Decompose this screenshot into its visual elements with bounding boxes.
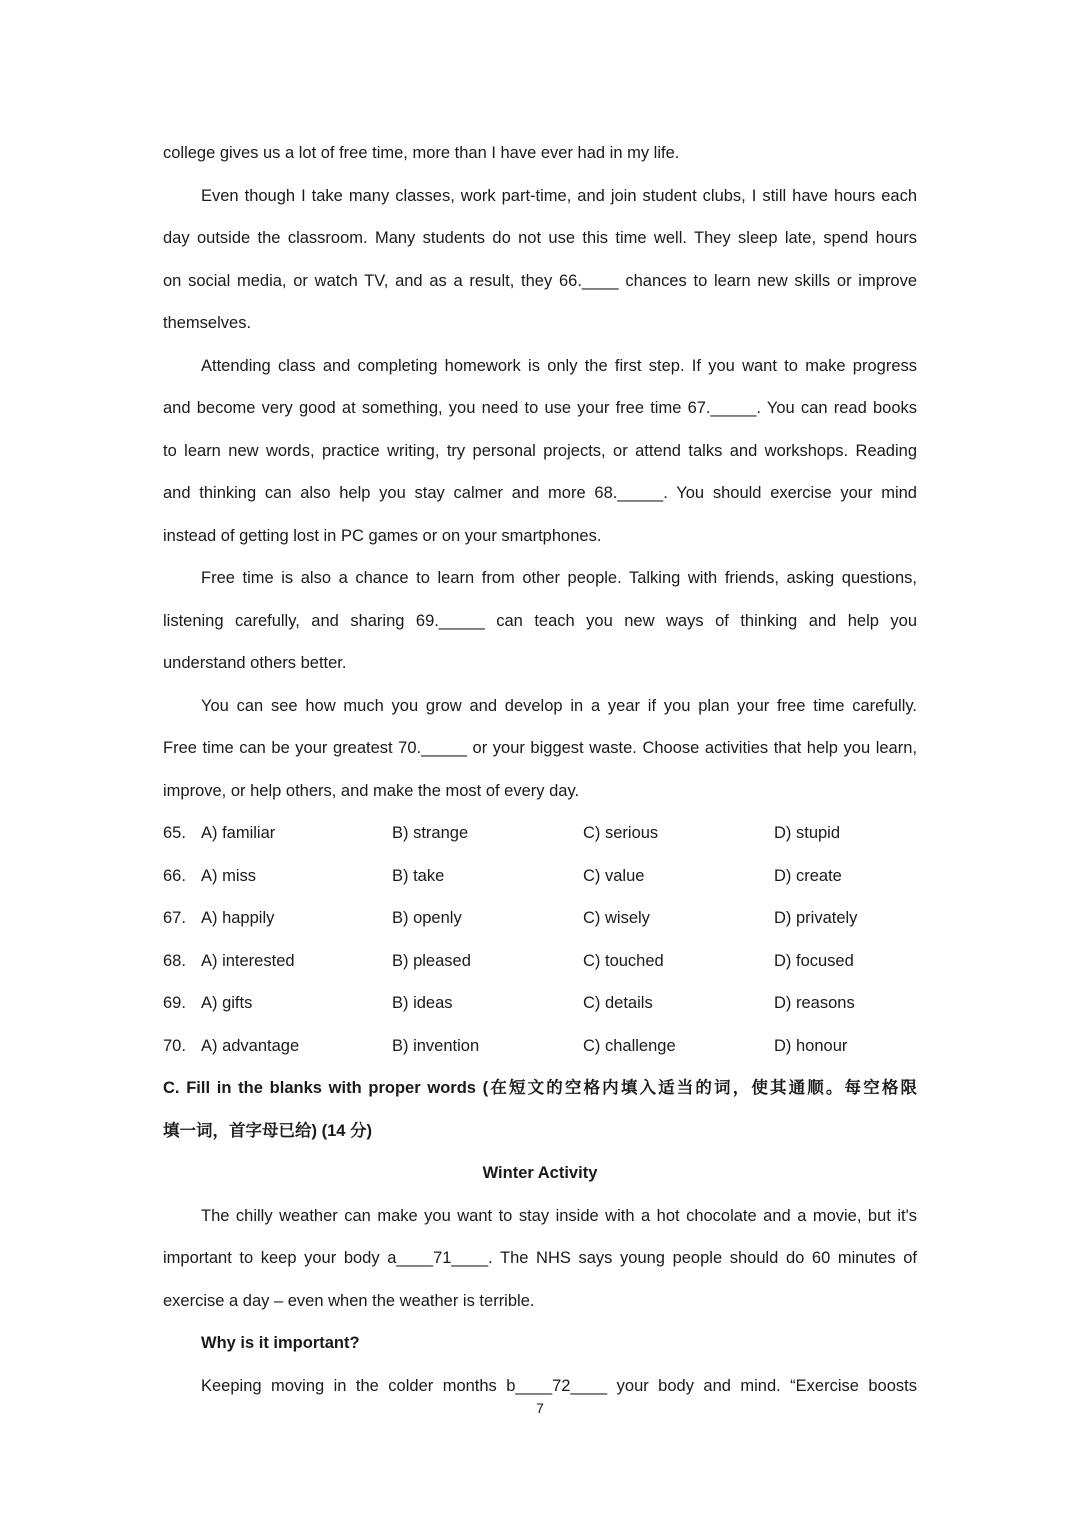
passage-line: You can see how much you grow and develop in a year if you plan your free time carefully. [201, 696, 917, 715]
passage-line: The chilly weather can make you want to stay inside with a hot chocolate and a movie, but it's [201, 1206, 917, 1225]
passage-title: Winter Activity [482, 1164, 598, 1182]
option-row-68 [163, 940, 917, 983]
section-c-heading: C. Fill in the blanks with proper words (在短文的空格内填入适当的词，使其通顺。每空格限 [163, 1079, 917, 1097]
option-d: D) create [774, 866, 842, 885]
question-number: 69. [163, 994, 186, 1012]
option-b: B) strange [392, 824, 469, 842]
option-c: C) touched [583, 951, 664, 970]
option-d: D) reasons [774, 994, 855, 1012]
option-b: B) ideas [392, 994, 453, 1012]
passage-line: college gives us a lot of free time, more than I have ever had in my life. [163, 144, 680, 162]
option-row-65 [163, 812, 917, 855]
option-d: D) focused [774, 951, 854, 970]
option-b: B) take [392, 866, 445, 885]
option-b: B) pleased [392, 951, 471, 970]
question-number: 66. [163, 866, 186, 885]
option-row-67 [163, 897, 917, 940]
passage-line: understand others better. [163, 654, 347, 672]
option-a: A) interested [201, 951, 295, 970]
option-d: D) privately [774, 909, 858, 927]
passage-line: improve, or help others, and make the most of every day. [163, 781, 580, 800]
passage-line: Keeping moving in the colder months b____72____ your body and mind. “Exercise boosts [201, 1376, 917, 1395]
passage-line: on social media, or watch TV, and as a result, they 66.____ chances to learn new skills or improve [163, 271, 917, 290]
passage-line: exercise a day – even when the weather is terrible. [163, 1291, 535, 1310]
passage-line: important to keep your body a____71____. The NHS says young people should do 60 minutes of [163, 1249, 917, 1267]
option-c: C) challenge [583, 1036, 676, 1055]
option-a: A) happily [201, 909, 275, 927]
option-d: D) honour [774, 1036, 848, 1055]
option-c: C) details [583, 994, 653, 1012]
page-number: 7 [536, 1400, 544, 1416]
option-c: C) serious [583, 824, 659, 842]
passage-line: Even though I take many classes, work part-time, and join student clubs, I still have hours each [201, 186, 917, 205]
passage-line: to learn new words, practice writing, try personal projects, or attend talks and workshops. Reading [163, 441, 917, 460]
option-row-70 [163, 1025, 917, 1068]
question-number: 65. [163, 824, 186, 842]
passage-line: themselves. [163, 314, 252, 332]
passage-line: instead of getting lost in PC games or on your smartphones. [163, 526, 602, 545]
option-row-66 [163, 855, 917, 898]
option-b: B) invention [392, 1036, 480, 1055]
option-c: C) value [583, 866, 645, 885]
subheading: Why is it important? [201, 1334, 360, 1352]
option-a: A) familiar [201, 824, 276, 842]
option-a: A) miss [201, 866, 256, 885]
option-b: B) openly [392, 909, 462, 927]
passage-line: day outside the classroom. Many students do not use this time well. They sleep late, spend hours [163, 229, 917, 247]
passage-line: Free time can be your greatest 70._____ or your biggest waste. Choose activities that help you learn, [163, 739, 917, 757]
option-a: A) gifts [201, 994, 253, 1012]
page-content [163, 132, 917, 1407]
passage-line: Attending class and completing homework is only the first step. If you want to make progress [201, 356, 917, 375]
passage-line: and thinking can also help you stay calmer and more 68._____. You should exercise your mind [163, 484, 917, 502]
question-number: 67. [163, 909, 186, 927]
option-a: A) advantage [201, 1036, 300, 1055]
passage-line: listening carefully, and sharing 69._____ can teach you new ways of thinking and help you [163, 611, 917, 630]
question-number: 70. [163, 1036, 186, 1055]
passage-line: and become very good at something, you need to use your free time 67._____. You can read books [163, 399, 917, 417]
option-d: D) stupid [774, 824, 841, 842]
question-number: 68. [163, 951, 186, 970]
option-c: C) wisely [583, 909, 650, 927]
section-c-heading-cont: 填一词，首字母已给) (14 分) [163, 1121, 373, 1140]
passage-line: Free time is also a chance to learn from other people. Talking with friends, asking questions, [201, 569, 917, 587]
option-row-69 [163, 982, 917, 1025]
